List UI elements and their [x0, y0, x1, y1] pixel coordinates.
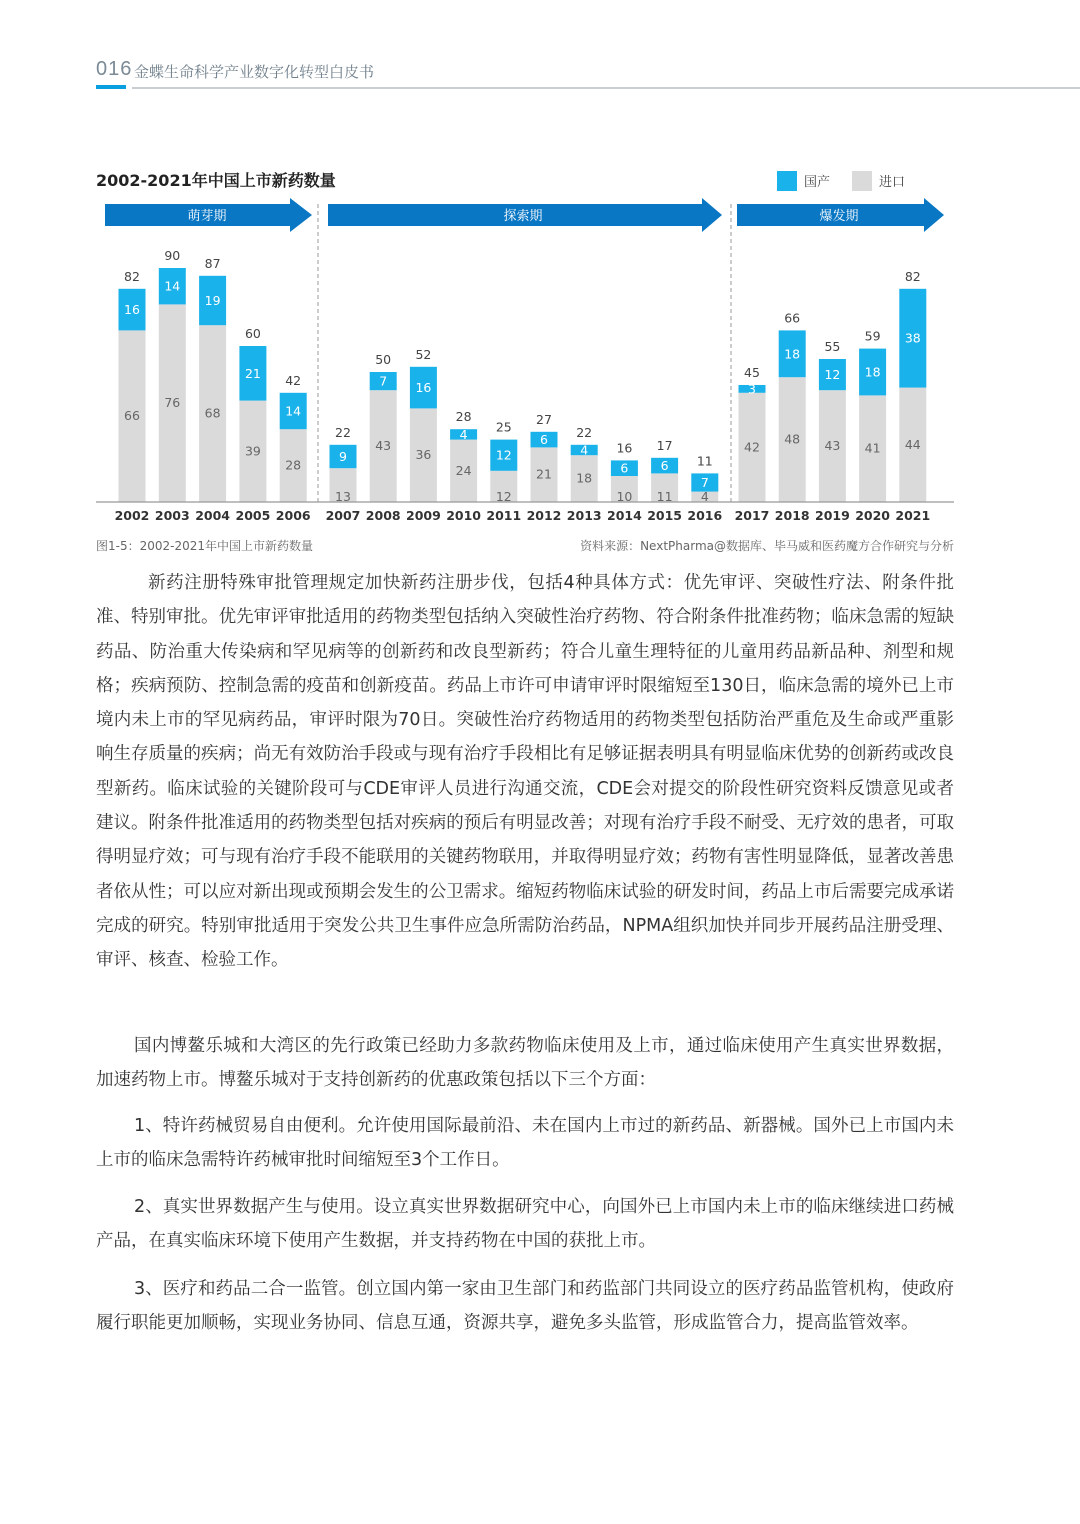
total-label-2002: 82 — [124, 268, 140, 284]
year-label-2002: 2002 — [114, 508, 150, 523]
figure-caption: 图1-5：2002-2021年中国上市新药数量 — [96, 539, 314, 553]
paragraph-item-3: 3、医疗和药品二合一监管。创立国内第一家由卫生部门和药监部门共同设立的医疗药品监管机构，使政府履行职能更加顺畅，实现业务协同、信息互通，资源共享，避免多头监管，形成监管合力，提高监管效率。 — [96, 1279, 954, 1334]
value-label-imported-2021: 44 — [904, 436, 921, 452]
total-label-2007: 22 — [335, 424, 351, 440]
value-label-imported-2017: 42 — [744, 439, 760, 455]
year-label-2014: 2014 — [607, 508, 642, 523]
value-label-domestic-2003: 14 — [164, 278, 181, 294]
value-label-domestic-2016: 7 — [700, 475, 709, 490]
paragraph-item-2: 2、真实世界数据产生与使用。设立真实世界数据研究中心，向国外已上市国内未上市的临床继续进口药械产品，在真实临床环境下使用产生数据，并支持药物在中国的获批上市。 — [96, 1197, 954, 1252]
value-label-domestic-2013: 4 — [580, 442, 589, 458]
total-label-2015: 17 — [656, 437, 673, 453]
total-label-2006: 42 — [285, 372, 302, 388]
value-label-imported-2002: 66 — [124, 408, 140, 424]
total-label-2011: 25 — [495, 419, 512, 435]
value-label-imported-2016: 4 — [700, 489, 709, 504]
value-label-imported-2020: 41 — [864, 440, 881, 456]
value-label-domestic-2011: 12 — [495, 447, 512, 463]
value-label-domestic-2004: 19 — [204, 293, 221, 308]
phase-label-boom: 爆发期 — [819, 209, 859, 224]
year-label-2011: 2011 — [486, 508, 522, 523]
document-title: 金蝶生命科学产业数字化转型白皮书 — [134, 63, 375, 81]
paragraph-boao-intro: 国内博鳌乐城和大湾区的先行政策已经助力多款药物临床使用及上市，通过临床使用产生真实世界数据，加速药物上市。博鳌乐城对于支持创新药的优惠政策包括以下三个方面： — [96, 1036, 954, 1091]
year-label-2020: 2020 — [855, 508, 890, 523]
value-label-imported-2010: 24 — [455, 462, 472, 478]
value-label-domestic-2017: 3 — [748, 381, 756, 397]
year-label-2008: 2008 — [365, 508, 401, 523]
value-label-imported-2007: 13 — [335, 489, 351, 504]
legend-label-imported: 进口 — [879, 175, 906, 190]
year-label-2004: 2004 — [195, 508, 230, 523]
year-label-2007: 2007 — [325, 508, 361, 523]
value-label-domestic-2006: 14 — [285, 403, 302, 419]
value-label-domestic-2018: 18 — [784, 346, 801, 362]
header-accent-rule — [96, 85, 126, 89]
total-label-2004: 87 — [204, 255, 221, 271]
total-label-2010: 28 — [455, 409, 472, 425]
value-label-domestic-2014: 6 — [620, 460, 629, 476]
total-label-2019: 55 — [824, 339, 841, 354]
value-label-imported-2019: 43 — [824, 438, 841, 454]
value-label-domestic-2002: 16 — [124, 302, 140, 318]
year-label-2013: 2013 — [566, 508, 602, 523]
phase-label-sprout: 萌芽期 — [187, 209, 227, 224]
value-label-imported-2003: 76 — [164, 395, 181, 411]
total-label-2016: 11 — [696, 453, 713, 469]
total-label-2009: 52 — [415, 346, 432, 362]
total-label-2017: 45 — [744, 365, 760, 380]
legend-swatch-imported — [852, 171, 872, 191]
value-label-domestic-2015: 6 — [660, 458, 669, 474]
legend-swatch-domestic — [777, 171, 797, 191]
year-label-2017: 2017 — [734, 508, 770, 523]
legend-label-domestic: 国产 — [804, 175, 831, 190]
total-label-2018: 66 — [784, 310, 801, 326]
page-number: 016 — [96, 58, 133, 80]
value-label-imported-2011: 12 — [495, 489, 512, 504]
year-label-2021: 2021 — [895, 508, 931, 523]
year-label-2006: 2006 — [275, 508, 311, 523]
value-label-imported-2012: 21 — [536, 466, 552, 482]
bar-group — [115, 248, 931, 523]
header-divider — [132, 87, 1080, 89]
phase-arrows — [105, 198, 944, 232]
value-label-imported-2014: 10 — [616, 489, 633, 504]
year-label-2016: 2016 — [687, 508, 723, 523]
value-label-domestic-2020: 18 — [864, 364, 881, 380]
year-label-2003: 2003 — [154, 508, 190, 523]
value-label-domestic-2021: 38 — [904, 330, 921, 346]
phase-label-explore: 探索期 — [503, 209, 543, 224]
total-label-2014: 16 — [616, 440, 633, 456]
value-label-imported-2018: 48 — [784, 431, 801, 447]
new-drug-chart — [90, 160, 960, 530]
value-label-imported-2006: 28 — [285, 457, 302, 473]
total-label-2013: 22 — [576, 424, 593, 440]
year-label-2019: 2019 — [815, 508, 850, 523]
value-label-imported-2005: 39 — [244, 443, 261, 459]
year-label-2012: 2012 — [526, 508, 562, 523]
value-label-imported-2013: 18 — [576, 470, 593, 486]
value-label-domestic-2019: 12 — [824, 367, 841, 383]
chart-title: 2002-2021年中国上市新药数量 — [96, 171, 336, 190]
year-label-2015: 2015 — [647, 508, 682, 523]
year-label-2018: 2018 — [774, 508, 810, 523]
year-label-2009: 2009 — [406, 508, 441, 523]
total-label-2008: 50 — [375, 352, 392, 367]
paragraph-special-approval: 新药注册特殊审批管理规定加快新药注册步伐，包括4种具体方式：优先审评、突破性疗法、附条件批准、特别审批。优先审评审批适用的药物类型包括纳入突破性治疗药物、符合附条件批准药物；临床急需的短缺药品、防治重大传染病和罕见病等的创新药和改良型新药；符合儿童生理特征的儿童用药品新品种、剂型和规格；疾病预防、控制急需的疫苗和创新疫苗。药品上市许可申请审评时限缩短至130日，临床急需的境外已上市境内未上市的罕见病药品，审评时限为70日。突破性治疗药物适用的药物类型包括防治严重危及生命或严重影响生存质量的疾病；尚无有效防治手段或与现有治疗手段相比有足够证据表明具有明显临床优势的创新药或改良型新药。临床试验的关键阶段可与CDE审评人员进行沟通交流，CDE会对提交的阶段性研究资料反馈意见或者建议。附条件批准适用的药物类型包括对疾病的预后有明显改善；对现有治疗手段不耐受、无疗效的患者，可取得明显疗效；可与现有治疗手段不能联用的关键药物联用，并取得明显疗效；药物有害性明显降低，显著改善患者依从性；可以应对新出现或预期会发生的公卫需求。缩短药物临床试验的研发时间，药品上市后需要完成承诺完成的研究。特别审批适用于突发公共卫生事件应急所需防治药品，NPMA组织加快并同步开展药品注册受理、审评、核查、检验工作。 — [96, 573, 955, 971]
paragraph-item-1: 1、特许药械贸易自由便利。允许使用国际最前沿、未在国内上市过的新药品、新器械。国外已上市国内未上市的临床急需特许药械审批时间缩短至3个工作日。 — [96, 1116, 954, 1171]
value-label-imported-2004: 68 — [204, 405, 221, 421]
value-label-imported-2009: 36 — [415, 447, 432, 463]
year-label-2010: 2010 — [446, 508, 481, 523]
value-label-domestic-2005: 21 — [244, 365, 261, 381]
year-label-2005: 2005 — [235, 508, 271, 523]
value-label-domestic-2009: 16 — [415, 380, 432, 396]
value-label-imported-2008: 43 — [375, 438, 392, 454]
total-label-2021: 82 — [904, 268, 921, 284]
value-label-domestic-2010: 4 — [459, 426, 468, 442]
total-label-2003: 90 — [164, 248, 181, 263]
value-label-domestic-2007: 9 — [339, 449, 347, 464]
value-label-domestic-2012: 6 — [540, 432, 548, 448]
total-label-2012: 27 — [536, 411, 552, 427]
value-label-domestic-2008: 7 — [379, 373, 388, 389]
total-label-2020: 59 — [864, 328, 881, 344]
chart-legend — [777, 171, 905, 191]
source-note: 资料来源：NextPharma@数据库、毕马威和医药魔方合作研究与分析 — [580, 539, 954, 553]
total-label-2005: 60 — [244, 326, 261, 341]
value-label-imported-2015: 11 — [656, 489, 673, 504]
page-header — [96, 58, 1080, 88]
